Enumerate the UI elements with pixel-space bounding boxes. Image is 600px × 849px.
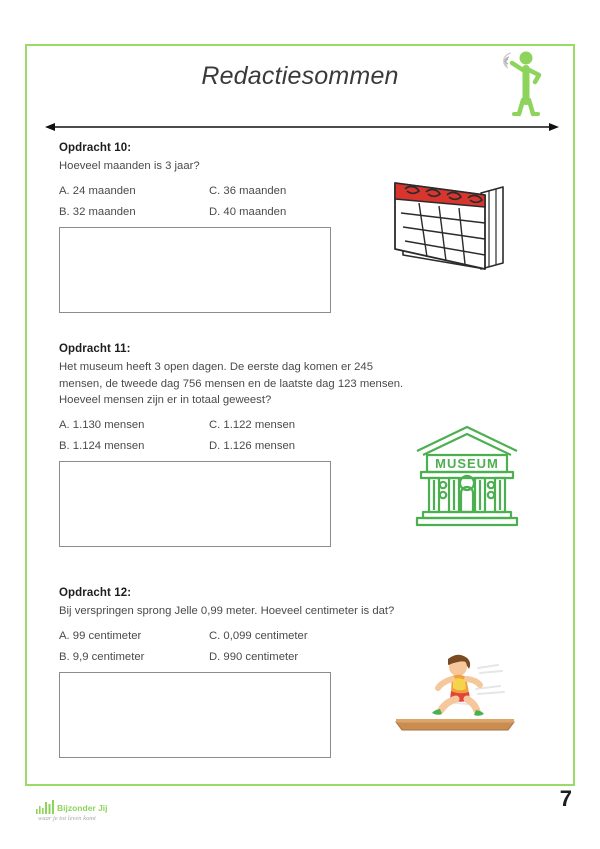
option-row bbox=[59, 206, 359, 218]
answer-options bbox=[59, 419, 359, 452]
option-row bbox=[59, 651, 359, 663]
logo-tagline: waar je tot leven komt bbox=[38, 815, 96, 822]
exercise-question: Het museum heeft 3 open dagen. De eerste dag komen er 245 mensen, de tweede dag 756 mensen en de laatste dag 123 mensen. Hoeveel mensen zijn er in totaal geweest? bbox=[59, 361, 404, 406]
option-row bbox=[59, 630, 359, 642]
worksheet-header bbox=[27, 46, 573, 114]
option-b[interactable]: B. 1.124 mensen bbox=[59, 439, 145, 452]
exercise-label: Opdracht 11: bbox=[59, 343, 131, 355]
exercise-label: Opdracht 12: bbox=[59, 587, 132, 599]
option-d[interactable]: D. 1.126 mensen bbox=[209, 439, 296, 452]
option-row bbox=[59, 440, 359, 452]
answer-box[interactable] bbox=[59, 672, 331, 758]
exercise-question: Hoeveel maanden is 3 jaar? bbox=[59, 160, 200, 172]
exercise-question: Bij verspringen sprong Jelle 0,99 meter. Hoeveel centimeter is dat? bbox=[59, 605, 395, 617]
page-frame bbox=[25, 44, 575, 786]
option-b[interactable]: B. 9,9 centimeter bbox=[59, 650, 145, 663]
option-b[interactable]: B. 32 maanden bbox=[59, 205, 136, 218]
long-jumper-icon bbox=[390, 646, 520, 731]
museum-icon bbox=[407, 421, 527, 531]
page-title: Redactiesommen bbox=[201, 62, 399, 90]
option-c[interactable]: C. 1.122 mensen bbox=[209, 418, 296, 431]
option-row bbox=[59, 185, 359, 197]
option-c[interactable]: C. 0,099 centimeter bbox=[209, 629, 308, 642]
answer-options bbox=[59, 185, 359, 218]
option-a[interactable]: A. 99 centimeter bbox=[59, 629, 142, 642]
calendar-icon bbox=[385, 177, 515, 277]
svg-text:MUSEUM: MUSEUM bbox=[435, 456, 499, 471]
person-thinking-icon bbox=[495, 48, 551, 118]
option-d[interactable]: D. 40 maanden bbox=[209, 205, 287, 218]
option-a[interactable]: A. 1.130 mensen bbox=[59, 418, 145, 431]
logo-name: Bijzonder Jij bbox=[57, 803, 108, 813]
answer-options bbox=[59, 630, 359, 663]
bijzonder-jij-logo bbox=[33, 798, 117, 824]
option-c[interactable]: C. 36 maanden bbox=[209, 184, 287, 197]
option-d[interactable]: D. 990 centimeter bbox=[209, 650, 299, 663]
exercise-label: Opdracht 10: bbox=[59, 142, 132, 154]
option-row bbox=[59, 419, 359, 431]
answer-box[interactable] bbox=[59, 461, 331, 547]
double-arrow-line-icon bbox=[45, 121, 559, 133]
answer-box[interactable] bbox=[59, 227, 331, 313]
option-a[interactable]: A. 24 maanden bbox=[59, 184, 136, 197]
page-number: 7 bbox=[559, 786, 572, 811]
